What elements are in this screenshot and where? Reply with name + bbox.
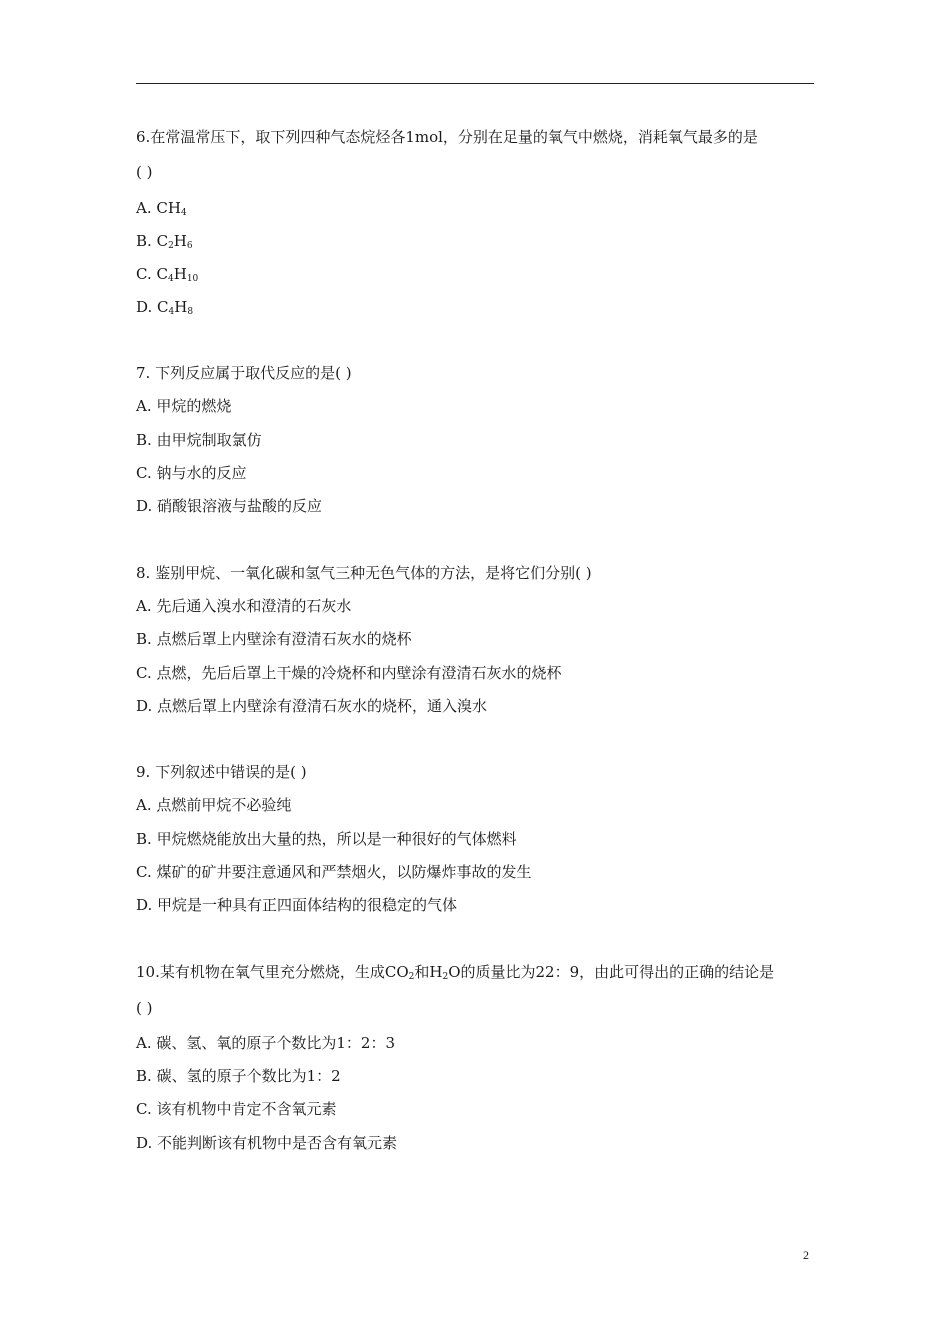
question-6-option-c[interactable]: C. $C_4H_{10}$ [136, 265, 199, 284]
page-number: 2 [803, 1248, 809, 1262]
question-9-option-c[interactable]: C. 煤矿的矿井要注意通风和严禁烟火，以防爆炸事故的发生 [136, 863, 532, 881]
question-7-stem: 7. 下列反应属于取代反应的是( ) [136, 364, 352, 382]
question-7-option-d[interactable]: D. 硝酸银溶液与盐酸的反应 [136, 497, 323, 515]
question-10-blank: ( ) [136, 999, 153, 1017]
header-rule [136, 83, 814, 84]
question-10-stem: 10.某有机物在氧气里充分燃烧，生成$CO_2$和$H_2O$的质量比为22：9，由此可得出的正确的结论是 [136, 963, 775, 982]
question-9-option-b[interactable]: B. 甲烷燃烧能放出大量的热，所以是一种很好的气体燃料 [136, 830, 517, 848]
question-8-stem: 8. 鉴别甲烷、一氧化碳和氢气三种无色气体的方法，是将它们分别( ) [136, 564, 592, 582]
question-9-option-a[interactable]: A. 点燃前甲烷不必验纯 [136, 796, 292, 814]
question-8-option-a[interactable]: A. 先后通入溴水和澄清的石灰水 [136, 597, 352, 615]
question-10-option-b[interactable]: B. 碳、氢的原子个数比为1：2 [136, 1067, 341, 1085]
question-9-option-d[interactable]: D. 甲烷是一种具有正四面体结构的很稳定的气体 [136, 896, 458, 914]
question-9-stem: 9. 下列叙述中错误的是( ) [136, 763, 307, 781]
question-10-option-a[interactable]: A. 碳、氢、氧的原子个数比为1：2：3 [136, 1034, 396, 1052]
question-6-option-a[interactable]: A. $CH_4$ [136, 199, 187, 218]
question-7-option-c[interactable]: C. 钠与水的反应 [136, 464, 247, 482]
question-6-option-d[interactable]: D. $C_4H_8$ [136, 298, 194, 317]
question-8-option-c[interactable]: C. 点燃，先后后罩上干燥的冷烧杯和内壁涂有澄清石灰水的烧杯 [136, 664, 562, 682]
question-6-stem: 6.在常温常压下，取下列四种气态烷烃各1mol，分别在足量的氧气中燃烧，消耗氧气最多的是 [136, 128, 758, 146]
question-8-option-d[interactable]: D. 点燃后罩上内壁涂有澄清石灰水的烧杯，通入溴水 [136, 697, 488, 715]
question-6-option-b[interactable]: B. $C_2H_6$ [136, 232, 193, 251]
question-10-option-c[interactable]: C. 该有机物中肯定不含氧元素 [136, 1100, 337, 1118]
question-7-option-a[interactable]: A. 甲烷的燃烧 [136, 397, 232, 415]
question-10-option-d[interactable]: D. 不能判断该有机物中是否含有氧元素 [136, 1134, 398, 1152]
question-8-option-b[interactable]: B. 点燃后罩上内壁涂有澄清石灰水的烧杯 [136, 630, 412, 648]
question-6-blank: ( ) [136, 163, 153, 181]
question-7-option-b[interactable]: B. 由甲烷制取氯仿 [136, 431, 262, 449]
